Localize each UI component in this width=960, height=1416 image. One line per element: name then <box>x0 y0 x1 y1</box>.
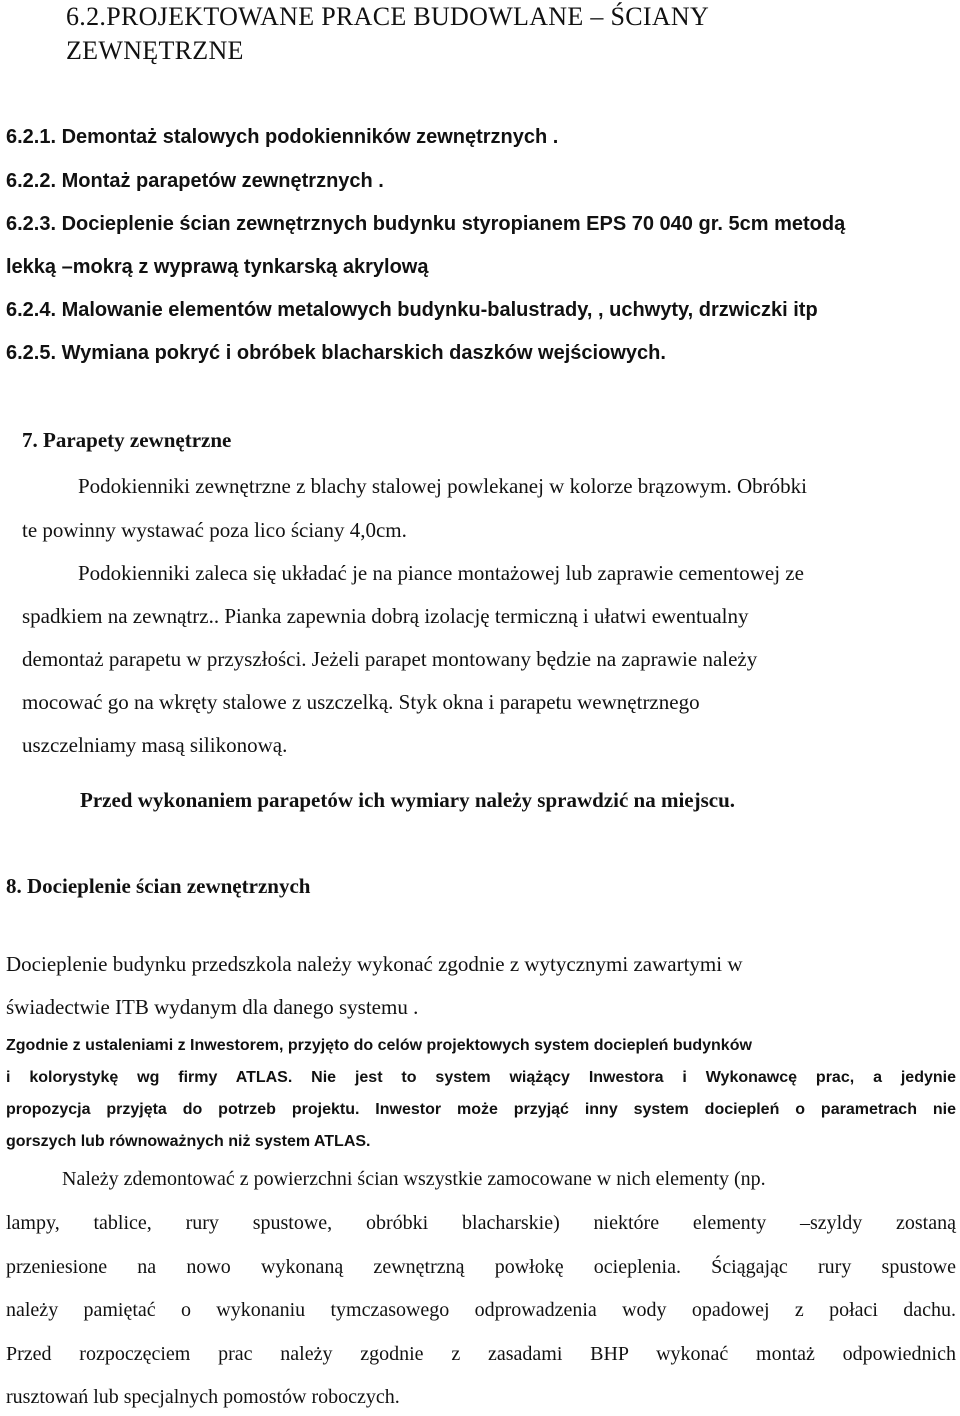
section-8-paragraph-line: Należy zdemontować z powierzchni ścian wszystkie zamocowane w nich elementy (np. <box>62 1168 766 1190</box>
page-heading-line-2: ZEWNĘTRZNE <box>66 36 244 65</box>
toc-item: 6.2.4. Malowanie elementów metalowych budynku-balustrady, , uchwyty, drzwiczki itp <box>6 299 818 321</box>
section-8-title: 8. Docieplenie ścian zewnętrznych <box>6 874 311 898</box>
section-7-title: 7. Parapety zewnętrzne <box>22 428 232 452</box>
toc-item: 6.2.5. Wymiana pokryć i obróbek blacharskich daszków wejściowych. <box>6 342 666 364</box>
section-7-text-line: Podokienniki zaleca się układać je na piance montażowej lub zaprawie cementowej ze <box>78 561 804 585</box>
toc-item: 6.2.2. Montaż parapetów zewnętrznych . <box>6 170 384 192</box>
section-8-intro-line: świadectwie ITB wydanym dla danego systemu . <box>6 995 419 1019</box>
section-8-paragraph-line: przeniesione na nowo wykonaną zewnętrzną powłokę ocieplenia. Ściągając rury spustowe <box>6 1256 956 1278</box>
section-8-bold-note-line: Zgodnie z ustaleniami z Inwestorem, przyjęto do celów projektowych system dociepleń budynków <box>6 1037 752 1054</box>
section-7-note: Przed wykonaniem parapetów ich wymiary należy sprawdzić na miejscu. <box>80 788 736 812</box>
toc-item-continuation: lekką –mokrą z wyprawą tynkarską akrylową <box>6 256 429 278</box>
section-8-intro-line: Docieplenie budynku przedszkola należy wykonać zgodnie z wytycznymi zawartymi w <box>6 952 743 976</box>
section-8-bold-note-line: propozycja przyjęta do potrzeb projektu. Inwestor może przyjąć inny system dociepleń o parametrach nie <box>6 1101 956 1118</box>
section-7-text-line: demontaż parapetu w przyszłości. Jeżeli parapet montowany będzie na zaprawie należy <box>22 647 758 671</box>
section-8-bold-note-line: i kolorystykę wg firmy ATLAS. Nie jest to system wiążący Inwestora i Wykonawcę prac, a jedynie <box>6 1069 956 1086</box>
section-7-text-line: Podokienniki zewnętrzne z blachy stalowej powlekanej w kolorze brązowym. Obróbki <box>78 474 807 498</box>
section-8-paragraph-line: rusztowań lub specjalnych pomostów roboczych. <box>6 1386 400 1408</box>
section-7-text-line: mocować go na wkręty stalowe z uszczelką. Styk okna i parapetu wewnętrznego <box>22 690 700 714</box>
section-8-paragraph-line: lampy, tablice, rury spustowe, obróbki blacharskie) niektóre elementy –szyldy zostaną <box>6 1212 956 1234</box>
section-7-text-line: spadkiem na zewnątrz.. Pianka zapewnia dobrą izolację termiczną i ułatwi ewentualny <box>22 604 749 628</box>
section-8-paragraph-line: należy pamiętać o wykonaniu tymczasowego odprowadzenia wody opadowej z połaci dachu. <box>6 1299 956 1321</box>
page-heading-line-1: 6.2.PROJEKTOWANE PRACE BUDOWLANE – ŚCIANY <box>66 2 710 31</box>
toc-item: 6.2.1. Demontaż stalowych podokienników zewnętrznych . <box>6 126 559 148</box>
section-7-text-line: uszczelniamy masą silikonową. <box>22 733 288 757</box>
section-8-bold-note-line: gorszych lub równoważnych niż system ATLAS. <box>6 1133 371 1150</box>
toc-item: 6.2.3. Docieplenie ścian zewnętrznych budynku styropianem EPS 70 040 gr. 5cm metodą <box>6 213 846 235</box>
section-8-paragraph-line: Przed rozpoczęciem prac należy zgodnie z zasadami BHP wykonać montaż odpowiednich <box>6 1343 956 1365</box>
section-7-text-line: te powinny wystawać poza lico ściany 4,0cm. <box>22 518 407 542</box>
